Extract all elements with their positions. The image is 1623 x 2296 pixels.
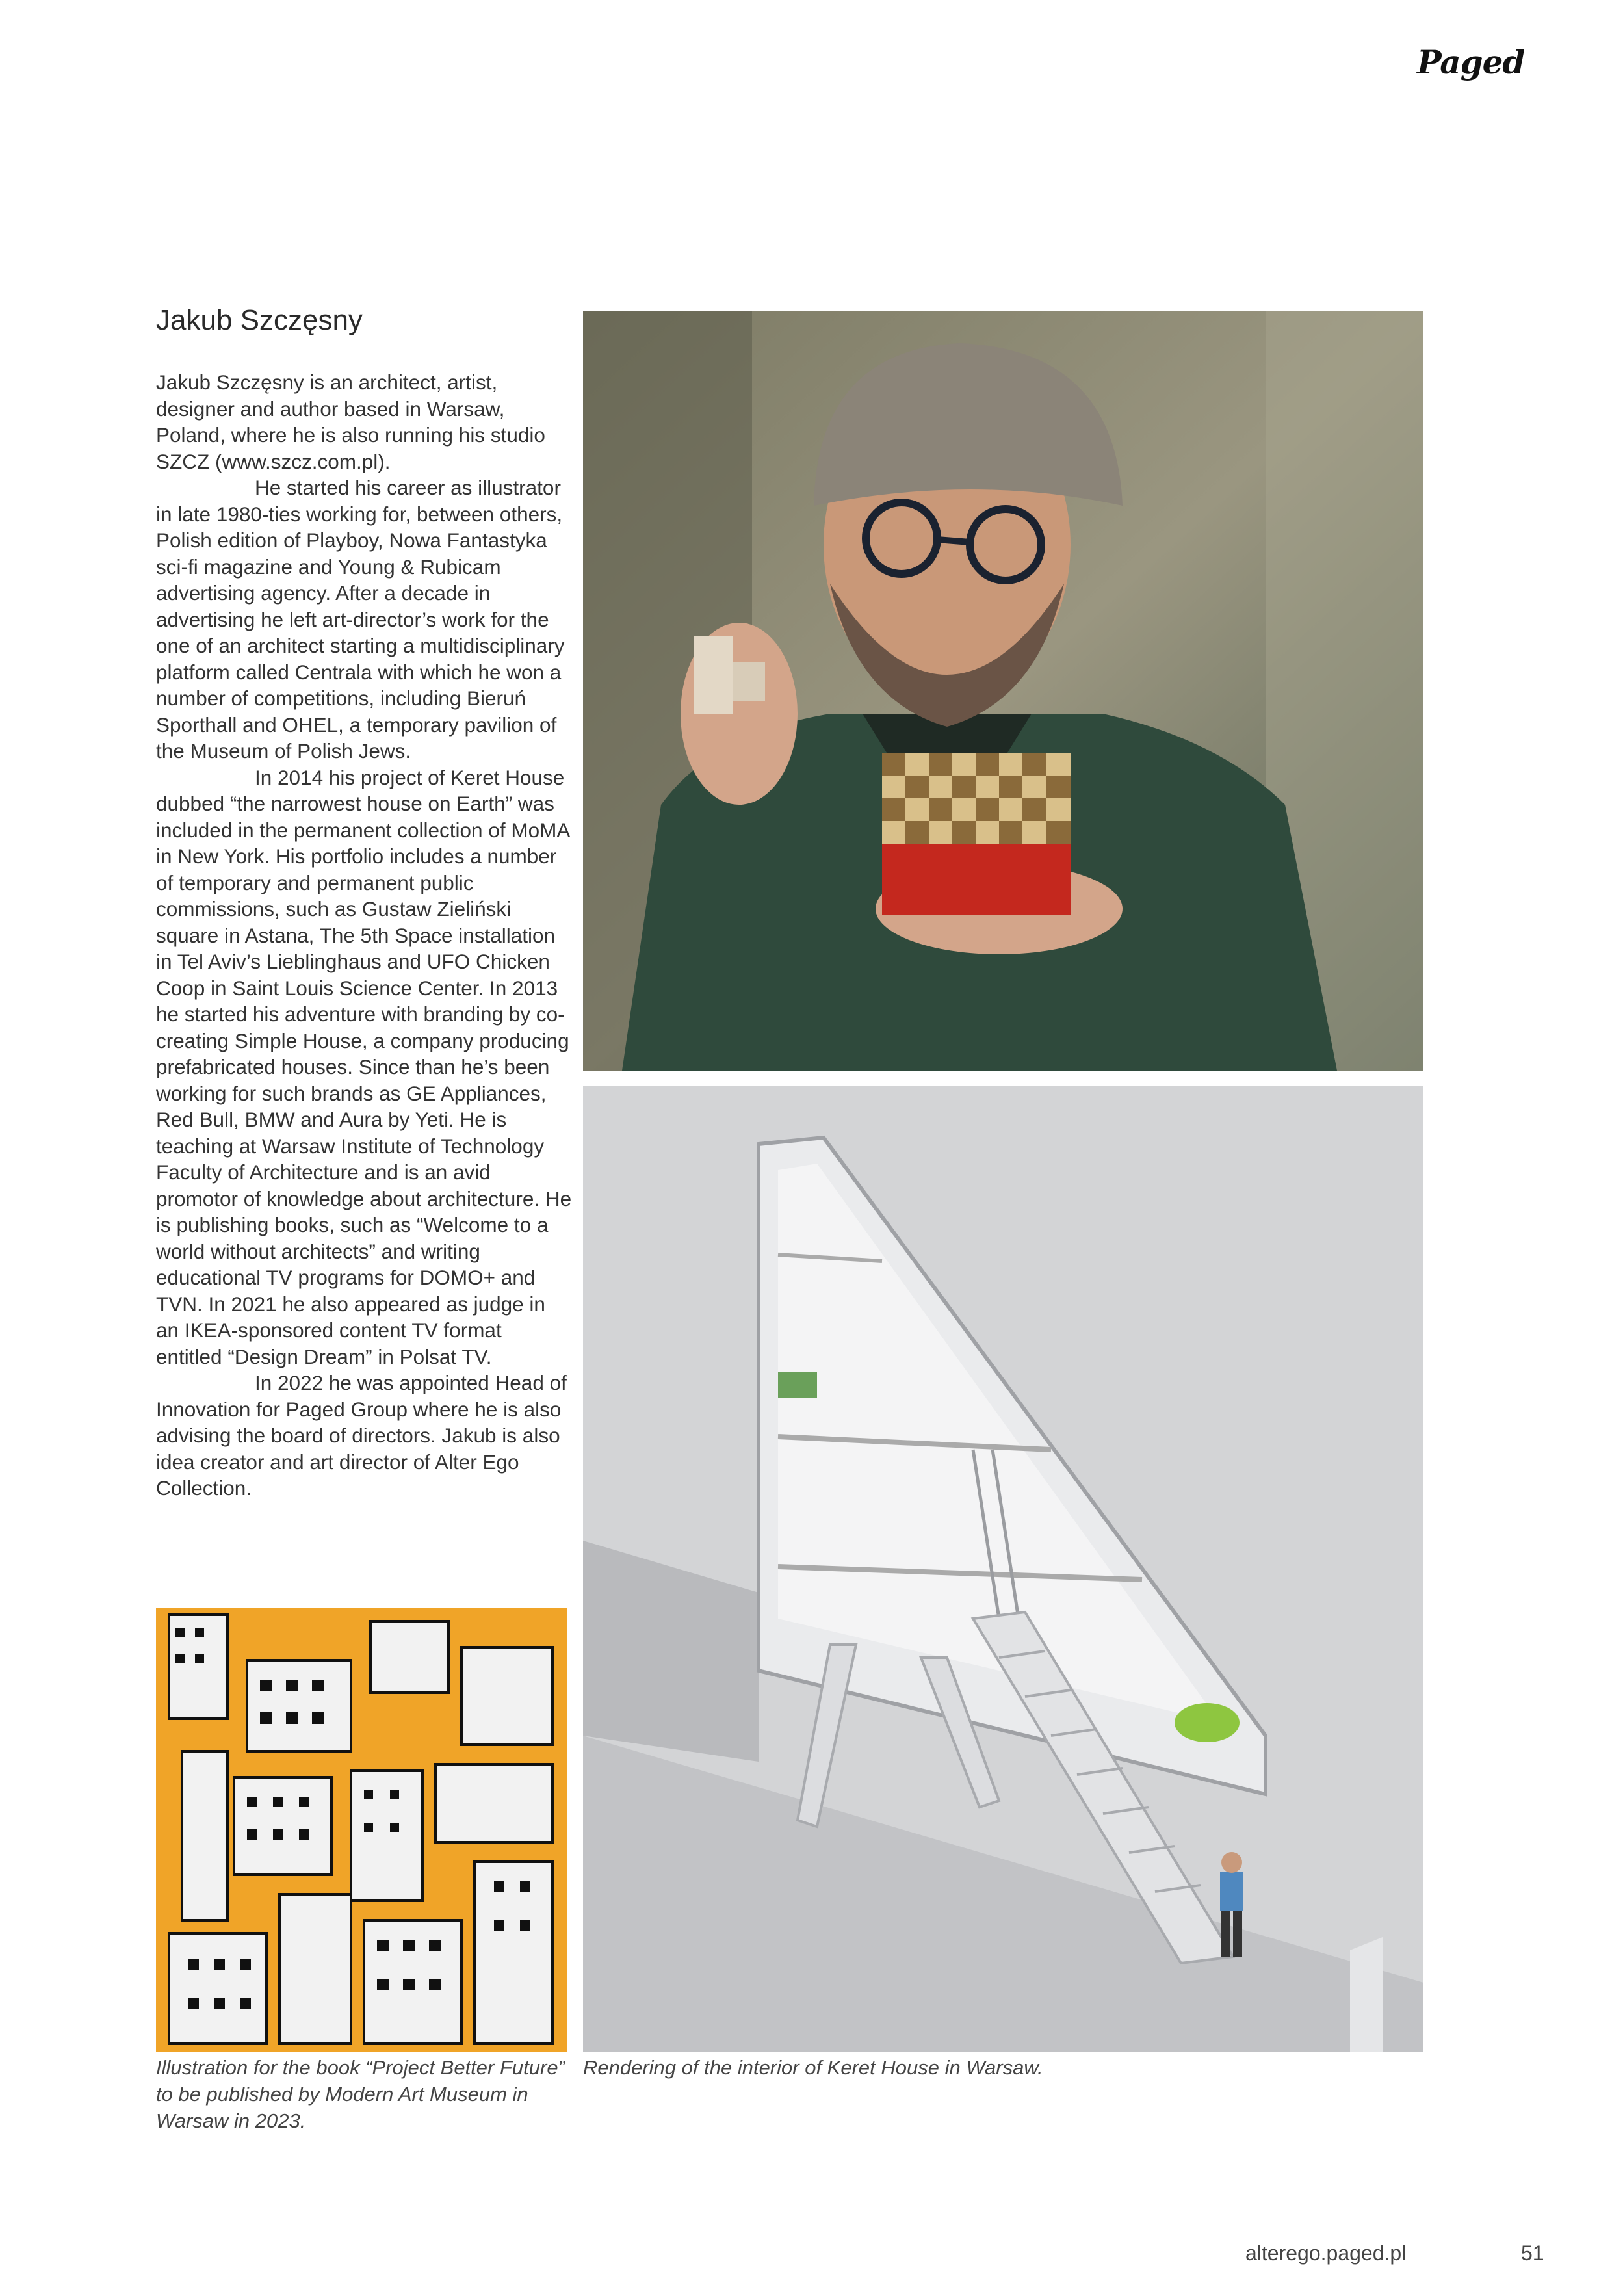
article-title: Jakub Szczęsny (156, 304, 363, 336)
book-illustration (156, 1608, 567, 2052)
paged-logo: Paged (1417, 43, 1525, 81)
bio-paragraph: Jakub Szczęsny is an architect, artist, designer and author based in Warsaw, Poland, where he is also running his studio SZCZ (www.szcz.com.pl). (156, 371, 545, 473)
bio-paragraph: He started his career as illustrator in late 1980-ties working for, between others, Polish edition of Playboy, Nowa Fantastyka sci-fi magazine and Young & Rubicam advertising agency. After a decade in advertising he left art-director’s work for the one of an architect starting a multidisciplinary platform called Centrala with which he won a number of competitions, including Bieruń Sporthall and OHEL, a temporary pavilion of the Museum of Polish Jews. (156, 476, 565, 763)
bio-paragraph: In 2022 he was appointed Head of Innovation for Paged Group where he is also advising the board of directors. Jakub is also idea creator and art director of Alter Ego Collection. (156, 1371, 567, 1500)
footer-url: alterego.paged.pl (1245, 2241, 1407, 2265)
biography-text (156, 369, 572, 1502)
bio-paragraph: In 2014 his project of Keret House dubbed “the narrowest house on Earth” was included in the permanent collection of MoMA in New York. His portfolio includes a number of temporary and permanent public commissions, such as Gustaw Zieliński square in Astana, The 5th Space installation in Tel Aviv’s Lieblinghaus and UFO Chicken Coop in Saint Louis Science Center. In 2013 he started his adventure with branding by co-creating Simple House, a company producing prefabricated houses. Since than he’s been working for such brands as GE Appliances, Red Bull, BMW and Aura by Yeti. He is teaching at Warsaw Institute of Technology Faculty of Architecture and is an avid promotor of knowledge about architecture. He is publishing books, such as “Welcome to a world without architects” and writing educational TV programs for DOMO+ and TVN. In 2021 he also appeared as judge in an IKEA-sponsored content TV format entitled “Design Dream” in Polsat TV. (156, 765, 572, 1368)
keret-house-rendering (583, 1086, 1423, 2052)
page-number: 51 (1521, 2241, 1544, 2265)
illustration-caption: Illustration for the book “Project Better Future” to be published by Modern Art Museum in Warsaw in 2023. (156, 2056, 565, 2132)
portrait-photo (583, 311, 1423, 1071)
rendering-caption: Rendering of the interior of Keret House in Warsaw. (583, 2056, 1043, 2079)
